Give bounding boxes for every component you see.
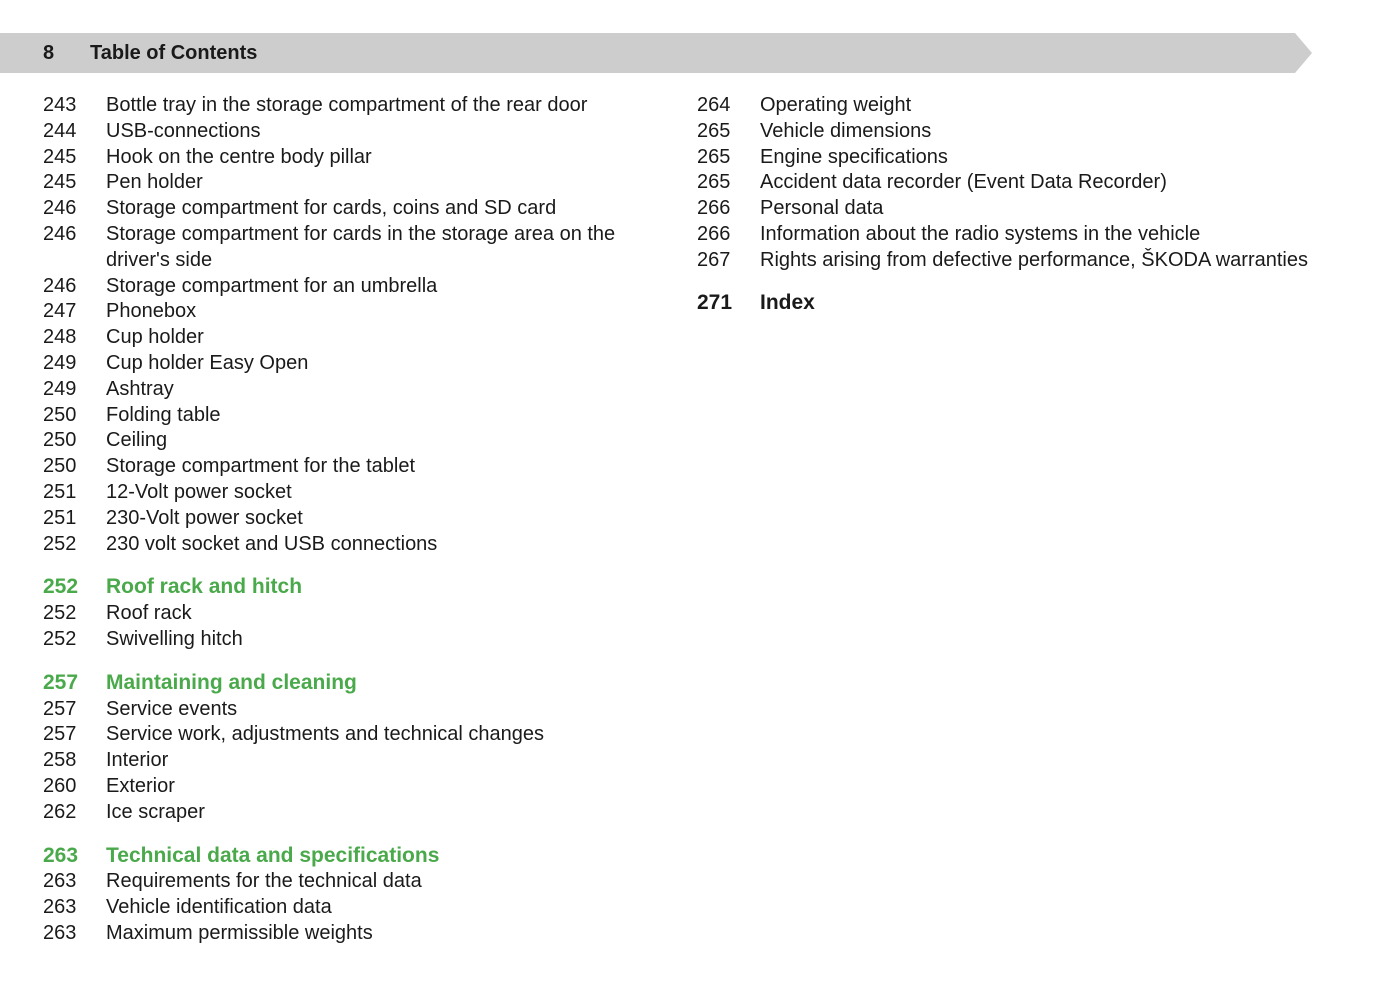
- toc-entry[interactable]: [43, 697, 683, 723]
- toc-page-number: 265: [697, 119, 731, 142]
- toc-entry[interactable]: [43, 454, 683, 480]
- toc-page-number: 251: [43, 506, 77, 529]
- toc-entry-title: Requirements for the technical data: [106, 870, 422, 893]
- toc-entry-title: Pen holder: [106, 171, 203, 194]
- toc-entry[interactable]: [43, 506, 683, 532]
- toc-entry[interactable]: [697, 196, 1317, 222]
- toc-entry[interactable]: [43, 196, 683, 222]
- toc-entry-title: Hook on the centre body pillar: [106, 145, 372, 168]
- toc-page-number: 248: [43, 326, 77, 349]
- toc-entry-title: Roof rack: [106, 602, 192, 625]
- toc-entry-title: Cup holder: [106, 326, 204, 349]
- toc-page-number: 251: [43, 480, 77, 503]
- toc-page-number: 250: [43, 455, 77, 478]
- toc-page-number: 266: [697, 197, 731, 220]
- toc-entry[interactable]: [697, 222, 1317, 248]
- toc-page-number: 257: [43, 697, 77, 720]
- toc-entry-title: Engine specifications: [760, 145, 948, 168]
- toc-page-number: 263: [43, 896, 77, 919]
- toc-entry-title: Personal data: [760, 197, 884, 220]
- toc-page-number: 243: [43, 94, 77, 116]
- toc-entry[interactable]: [43, 921, 683, 947]
- toc-page-number: 260: [43, 774, 77, 797]
- toc-entry[interactable]: [697, 93, 1317, 119]
- toc-entry-title: Exterior: [106, 774, 175, 797]
- toc-entry-title: Ashtray: [106, 377, 174, 400]
- toc-page-number: 265: [697, 171, 731, 194]
- toc-page-number: 249: [43, 377, 77, 400]
- toc-entry[interactable]: [43, 93, 683, 119]
- toc-entry-title: Storage compartment for cards, coins and SD card: [106, 197, 557, 220]
- toc-page-number: 262: [43, 800, 77, 823]
- toc-entry[interactable]: [43, 170, 683, 196]
- toc-entry[interactable]: [697, 145, 1317, 171]
- toc-entry-title: Bottle tray in the storage compartment of the rear door: [106, 94, 588, 116]
- toc-section-heading[interactable]: [43, 670, 683, 696]
- toc-entry[interactable]: [43, 748, 683, 774]
- toc-entry-title: Rights arising from defective performance, ŠKODA warranties: [760, 248, 1308, 271]
- toc-entry-title: Accident data recorder (Event Data Recorder): [760, 171, 1167, 194]
- toc-entry[interactable]: [43, 299, 683, 325]
- toc-page-number: 264: [697, 94, 731, 116]
- toc-entry[interactable]: [43, 601, 683, 627]
- toc-page-number: 250: [43, 429, 77, 452]
- toc-entry-title: Operating weight: [760, 94, 912, 116]
- toc-entry[interactable]: [43, 722, 683, 748]
- toc-entry-title: Service events: [106, 697, 238, 720]
- toc-entry-title: Technical data and specifications: [106, 843, 440, 867]
- toc-page-number: 263: [43, 870, 77, 893]
- toc-page-number: 263: [43, 843, 79, 867]
- toc-page-number: 252: [43, 575, 79, 599]
- toc-page-number: 266: [697, 222, 731, 245]
- toc-page-number: 258: [43, 749, 77, 772]
- toc-section-heading[interactable]: [43, 843, 683, 869]
- toc-entry-title: Service work, adjustments and technical changes: [106, 723, 545, 746]
- toc-page-number: 245: [43, 145, 77, 168]
- toc-page-number: 246: [43, 274, 77, 297]
- toc-entry-title: Maintaining and cleaning: [106, 670, 357, 694]
- toc-page-number: 249: [43, 351, 77, 374]
- toc-entry-title: Folding table: [106, 403, 221, 426]
- page-title: Table of Contents: [90, 42, 258, 64]
- toc-entry-title: Information about the radio systems in the vehicle: [760, 222, 1201, 245]
- toc-entry[interactable]: [697, 248, 1317, 274]
- toc-page-number: 271: [697, 290, 733, 314]
- toc-entry[interactable]: [43, 627, 683, 653]
- toc-right-column: [697, 93, 1317, 316]
- toc-entry[interactable]: [43, 774, 683, 800]
- toc-entry-title: Cup holder Easy Open: [106, 351, 309, 374]
- toc-entry-title: Vehicle dimensions: [760, 119, 932, 142]
- toc-section-heading[interactable]: [697, 290, 1317, 316]
- toc-entry[interactable]: [43, 895, 683, 921]
- toc-page-number: 263: [43, 921, 77, 944]
- toc-entry[interactable]: [43, 145, 683, 171]
- toc-page-number: 250: [43, 403, 77, 426]
- toc-page-number: 252: [43, 532, 77, 555]
- toc-entry-title: Storage compartment for an umbrella: [106, 274, 438, 297]
- toc-entry-title: Phonebox: [106, 300, 197, 323]
- toc-entry[interactable]: [43, 532, 683, 558]
- toc-page-number: 257: [43, 723, 77, 746]
- toc-entry[interactable]: [43, 351, 683, 377]
- toc-entry-title: Storage compartment for cards in the storage area on the driver's side: [106, 222, 616, 271]
- toc-entry-title: Ice scraper: [106, 800, 205, 823]
- toc-section-heading[interactable]: [43, 574, 683, 600]
- toc-page-number: 246: [43, 222, 77, 245]
- toc-entry-title: Ceiling: [106, 429, 168, 452]
- toc-entry-title: 12-Volt power socket: [106, 480, 292, 503]
- toc-entry[interactable]: [43, 274, 683, 300]
- toc-entry[interactable]: [43, 403, 683, 429]
- page-number: 8: [43, 42, 55, 64]
- toc-entry[interactable]: [43, 325, 683, 351]
- toc-entry-title: 230 volt socket and USB connections: [106, 532, 438, 555]
- toc-entry-title: Vehicle identification data: [106, 896, 332, 919]
- toc-page-number: 252: [43, 602, 77, 625]
- toc-entry[interactable]: [43, 869, 683, 895]
- toc-entry-title: Interior: [106, 749, 169, 772]
- toc-page-number: 246: [43, 197, 77, 220]
- toc-entry[interactable]: [697, 119, 1317, 145]
- toc-entry[interactable]: [43, 480, 683, 506]
- toc-page-number: 245: [43, 171, 77, 194]
- toc-entry[interactable]: [43, 119, 683, 145]
- toc-entry-title: Index: [760, 290, 815, 314]
- toc-page-number: 247: [43, 300, 77, 323]
- toc-entry[interactable]: [697, 170, 1317, 196]
- toc-left-column: [43, 93, 683, 947]
- toc-entry-title: Maximum permissible weights: [106, 921, 373, 944]
- toc-entry-title: Swivelling hitch: [106, 627, 243, 650]
- toc-entry[interactable]: [43, 222, 683, 274]
- toc-entry-title: USB-connections: [106, 119, 261, 142]
- toc-entry[interactable]: [43, 428, 683, 454]
- toc-page-number: 267: [697, 248, 731, 271]
- toc-page-number: 257: [43, 670, 79, 694]
- toc-entry-title: Storage compartment for the tablet: [106, 455, 416, 478]
- toc-page-number: 252: [43, 627, 77, 650]
- toc-entry[interactable]: [43, 800, 683, 826]
- toc-page-number: 265: [697, 145, 731, 168]
- toc-entry-title: Roof rack and hitch: [106, 575, 303, 599]
- toc-entry-title: 230-Volt power socket: [106, 506, 303, 529]
- toc-entry[interactable]: [43, 377, 683, 403]
- toc-page-number: 244: [43, 119, 77, 142]
